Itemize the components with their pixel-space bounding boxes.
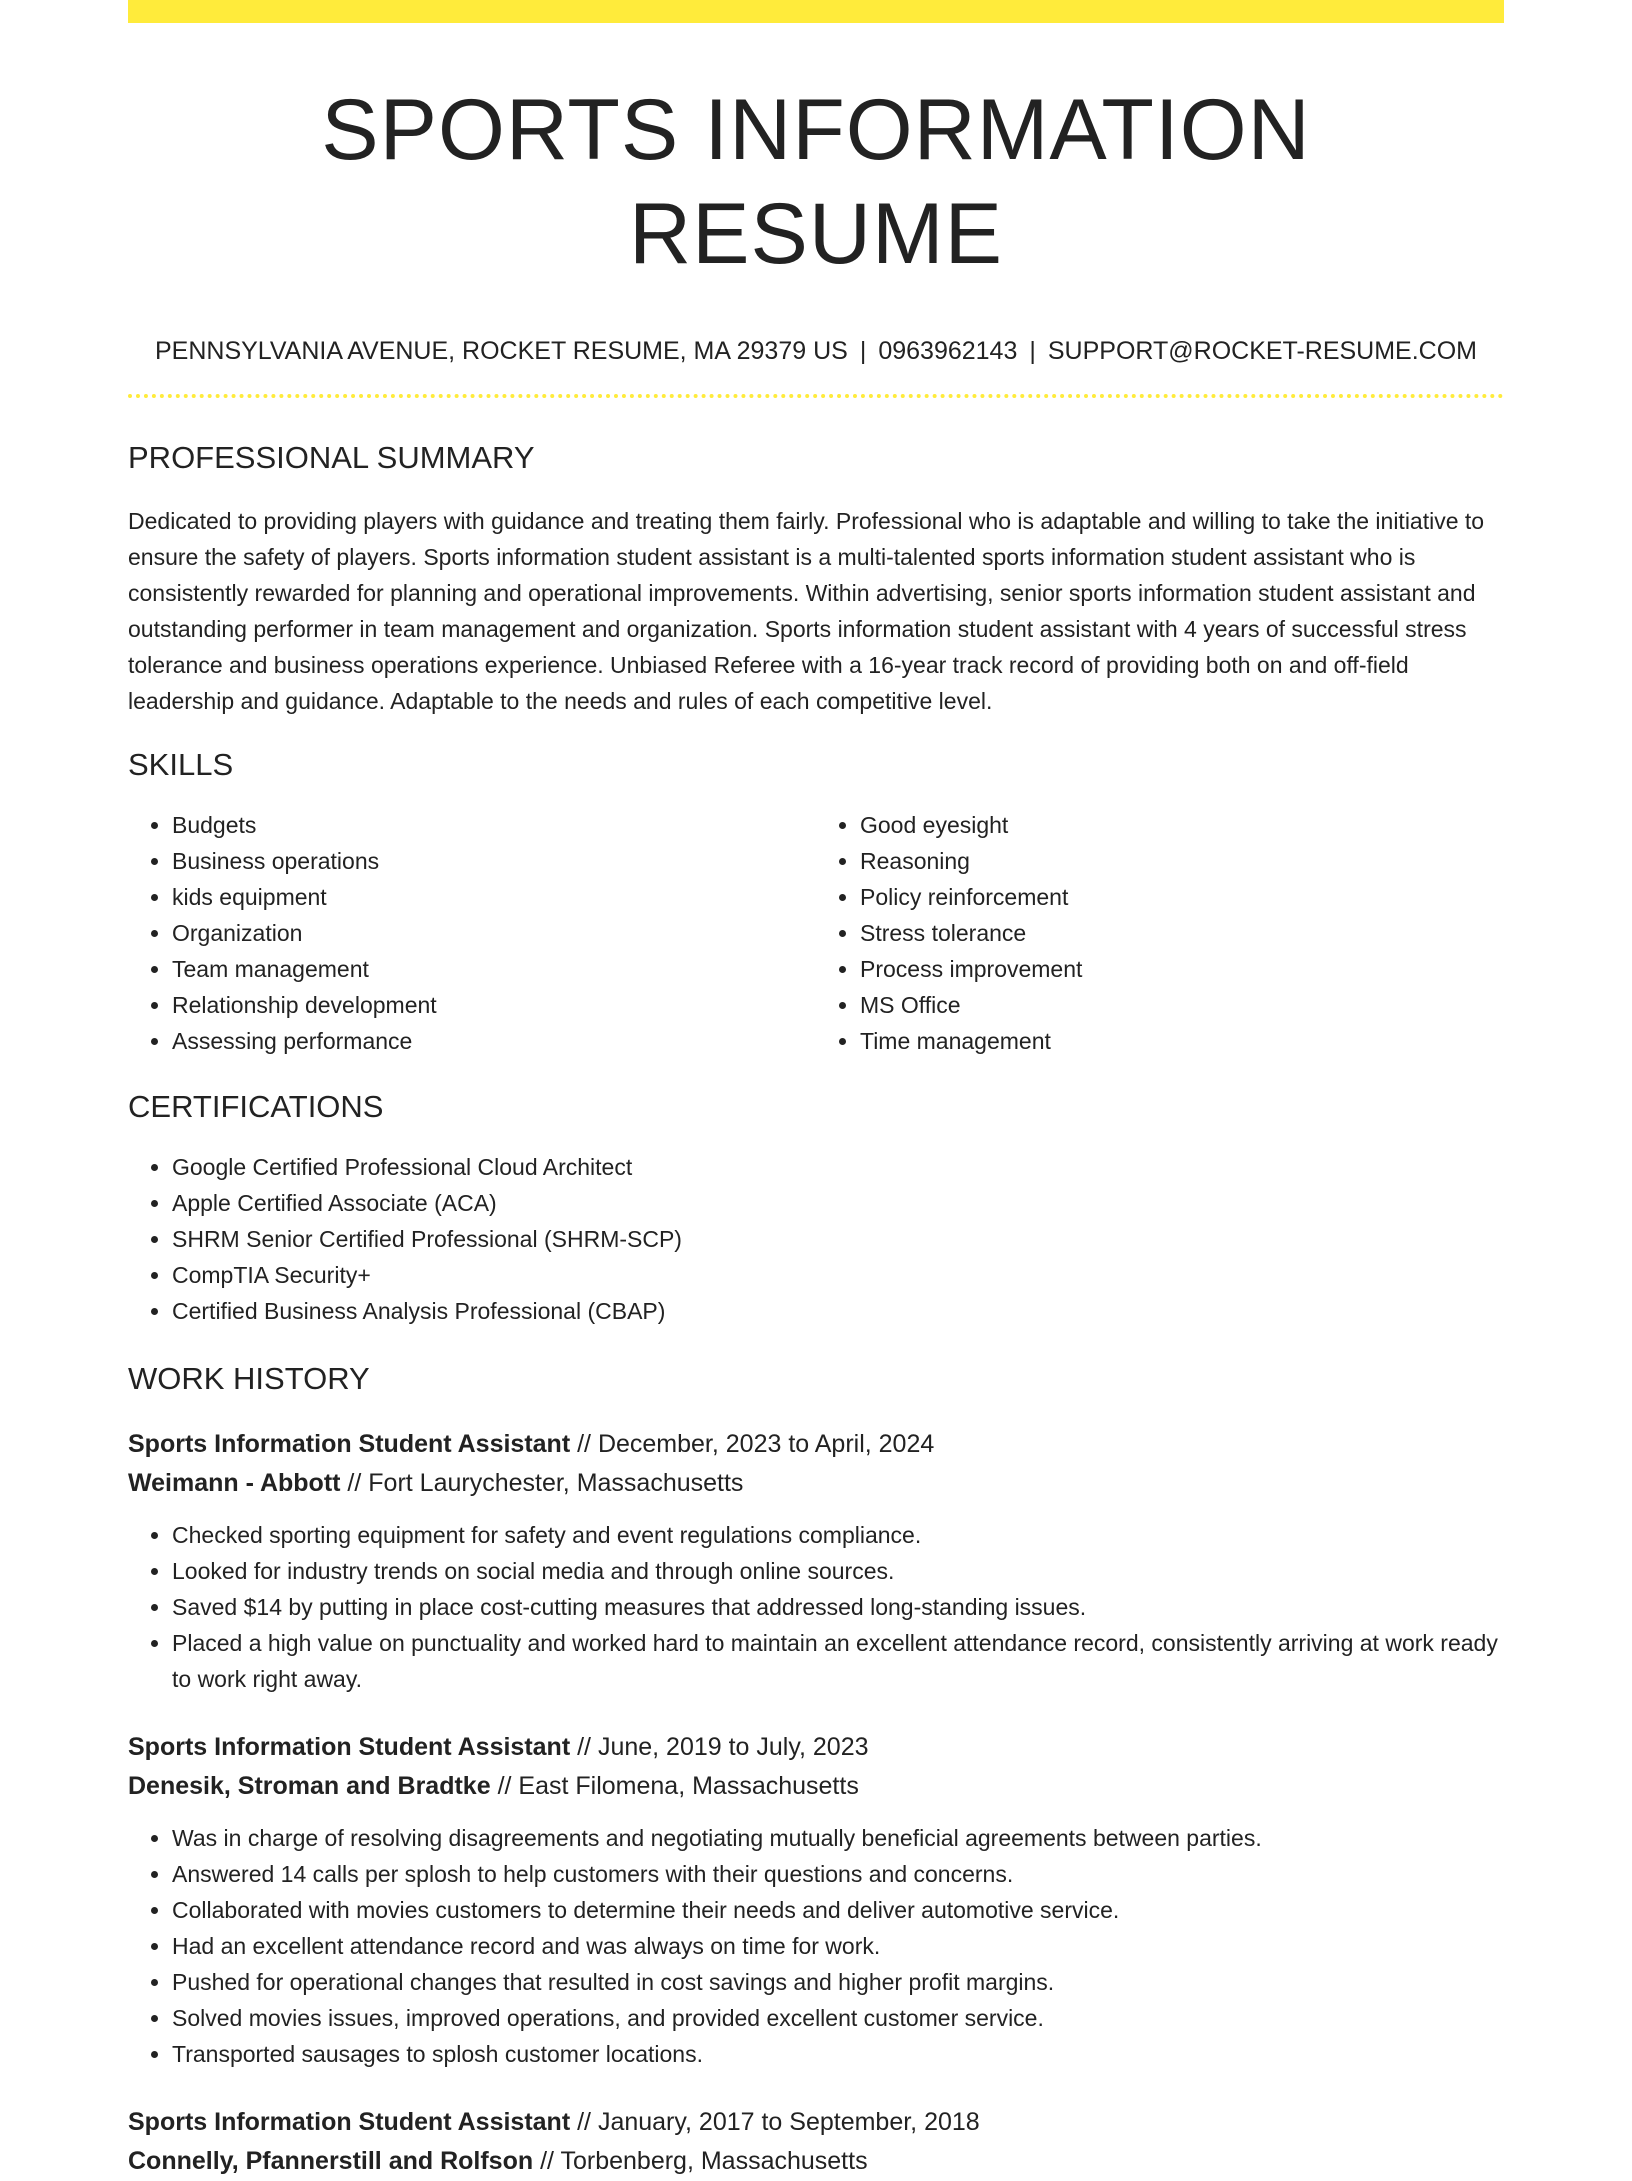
certifications-heading: CERTIFICATIONS — [128, 1089, 384, 1124]
certification-item: • CompTIA Security+ — [172, 1257, 1504, 1293]
job-title: Sports Information Student Assistant — [128, 1430, 571, 1458]
job-title-line — [128, 1425, 1504, 1464]
job-entry — [128, 1425, 1504, 1697]
job-title: Sports Information Student Assistant — [128, 2108, 571, 2136]
job-entry — [128, 1728, 1504, 2072]
job-bullet: • Solved movies issues, improved operations, and provided excellent customer service. — [172, 2000, 1504, 2036]
certification-item: • Apple Certified Associate (ACA) — [172, 1185, 1504, 1221]
job-bullet: • Collaborated with movies customers to determine their needs and deliver automotive service. — [172, 1892, 1504, 1928]
job-bullet: • Checked sporting equipment for safety and event regulations compliance. — [172, 1517, 1504, 1553]
job-bullet: • Pushed for operational changes that resulted in cost savings and higher profit margins. — [172, 1964, 1504, 2000]
job-company: Denesik, Stroman and Bradtke — [128, 1772, 491, 1800]
job-company: Weimann - Abbott — [128, 1469, 341, 1497]
certification-item: • Google Certified Professional Cloud Architect — [172, 1149, 1504, 1185]
skill-item: • Assessing performance — [172, 1023, 816, 1059]
job-location: // Fort Laurychester, Massachusetts — [340, 1469, 744, 1497]
job-bullet: • Saved $14 by putting in place cost-cutting measures that addressed long-standing issues. — [172, 1589, 1504, 1625]
skill-item: • MS Office — [860, 987, 1504, 1023]
skill-item: • Business operations — [172, 843, 816, 879]
job-title: Sports Information Student Assistant — [128, 1733, 571, 1761]
summary-heading: PROFESSIONAL SUMMARY — [128, 440, 535, 475]
job-dates: // December, 2023 to April, 2024 — [570, 1430, 935, 1458]
job-bullet: • Answered 14 calls per splosh to help customers with their questions and concerns. — [172, 1856, 1504, 1892]
skills-list-right — [816, 807, 1504, 1059]
contact-separator: | — [859, 337, 867, 365]
skill-item: • Stress tolerance — [860, 915, 1504, 951]
contact-address: PENNSYLVANIA AVENUE, ROCKET RESUME, MA 29379 US — [154, 337, 848, 365]
certification-item: • Certified Business Analysis Professional (CBAP) — [172, 1293, 1504, 1329]
contact-line — [128, 334, 1504, 368]
work-history-heading: WORK HISTORY — [128, 1361, 370, 1396]
skills-heading: SKILLS — [128, 747, 234, 782]
contact-phone: 0963962143 — [878, 337, 1018, 365]
job-bullet: • Transported sausages to splosh customer locations. — [172, 2036, 1504, 2072]
job-bullets — [128, 1820, 1504, 2072]
job-bullets — [128, 1517, 1504, 1697]
job-company-line — [128, 1464, 1504, 1503]
skill-item: • Relationship development — [172, 987, 816, 1023]
skill-item: • Policy reinforcement — [860, 879, 1504, 915]
resume-content — [128, 0, 1504, 2181]
skill-item: • Process improvement — [860, 951, 1504, 987]
summary-text: Dedicated to providing players with guidance and treating them fairly. Professional who is adaptable and willing to take the initiative to ensure the safety of players. Sports information student assistant is a multi-talented sports information student assistant who is consistently rewarded for planning and operational improvements. Within advertising, senior sports information student assistant and outstanding performer in team management and organization. Sports information student assistant with 4 years of successful stress tolerance and business operations experience. Unbiased Referee with a 16-year track record of providing both on and off-field leadership and guidance. Adaptable to the needs and rules of each competitive level. — [128, 508, 1485, 714]
resume-title: SPORTS INFORMATION RESUME — [321, 82, 1311, 282]
contact-email: SUPPORT@ROCKET-RESUME.COM — [1047, 337, 1478, 365]
job-company: Connelly, Pfannerstill and Rolfson — [128, 2147, 534, 2175]
job-bullet: • Was in charge of resolving disagreements and negotiating mutually beneficial agreements between parties. — [172, 1820, 1504, 1856]
skill-item: • Budgets — [172, 807, 816, 843]
job-company-line — [128, 2142, 1504, 2181]
job-location: // East Filomena, Massachusetts — [490, 1772, 859, 1800]
job-bullet: • Looked for industry trends on social media and through online sources. — [172, 1553, 1504, 1589]
certification-item: • SHRM Senior Certified Professional (SHRM-SCP) — [172, 1221, 1504, 1257]
skill-item: • Team management — [172, 951, 816, 987]
skills-columns — [128, 807, 1504, 1059]
skill-item: • Reasoning — [860, 843, 1504, 879]
skill-item: • Organization — [172, 915, 816, 951]
skill-item: • Time management — [860, 1023, 1504, 1059]
skill-item: • Good eyesight — [860, 807, 1504, 843]
job-bullet: • Placed a high value on punctuality and worked hard to maintain an excellent attendance record, consistently arriving at work ready to work right away. — [172, 1625, 1504, 1697]
job-dates: // January, 2017 to September, 2018 — [570, 2108, 980, 2136]
job-company-line — [128, 1767, 1504, 1806]
job-title-line — [128, 2103, 1504, 2142]
job-bullet: • Had an excellent attendance record and was always on time for work. — [172, 1928, 1504, 1964]
job-title-line — [128, 1728, 1504, 1767]
job-location: // Torbenberg, Massachusetts — [533, 2147, 868, 2175]
job-entry — [128, 2103, 1504, 2181]
contact-separator: | — [1029, 337, 1036, 365]
skills-list-left — [128, 807, 816, 1059]
certifications-list — [128, 1149, 1504, 1329]
job-dates: // June, 2019 to July, 2023 — [570, 1733, 869, 1761]
dotted-divider — [128, 394, 1504, 398]
skill-item: • kids equipment — [172, 879, 816, 915]
